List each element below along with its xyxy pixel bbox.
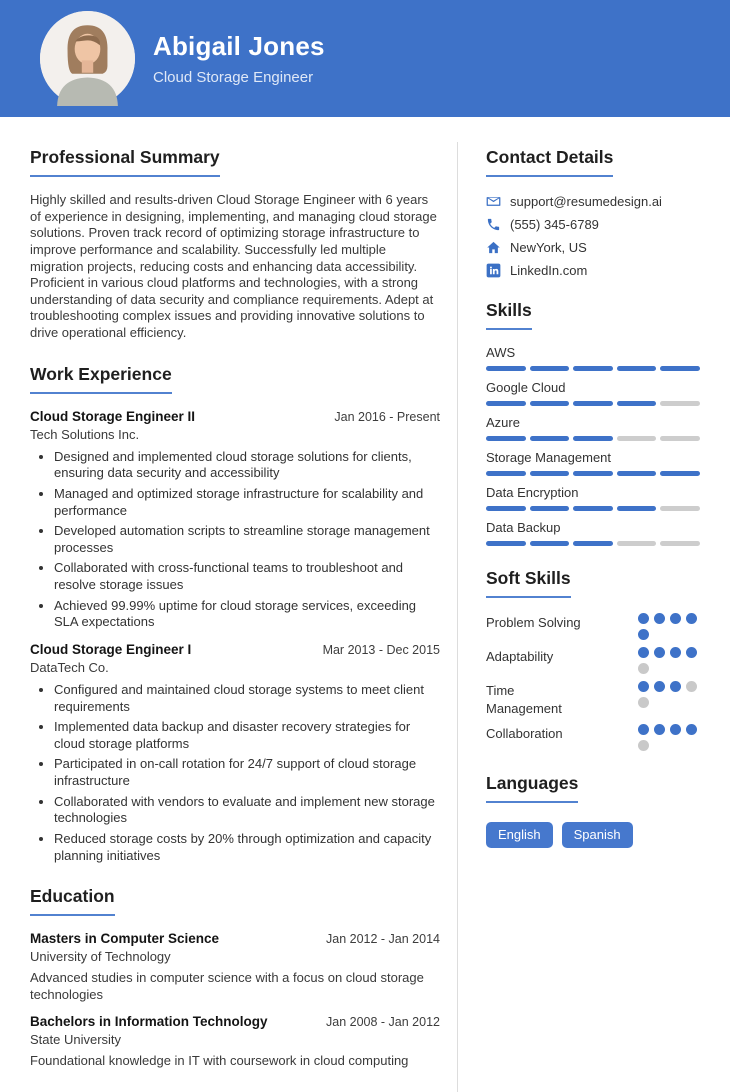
job-title-block <box>30 409 195 442</box>
skill-item <box>486 380 700 406</box>
skill-level-bar <box>486 506 700 511</box>
rating-segment-filled <box>530 471 570 476</box>
rating-segment-filled <box>573 506 613 511</box>
skill-name: Azure <box>486 415 520 430</box>
soft-skill-name: Problem Solving <box>486 615 581 630</box>
avatar <box>40 11 135 106</box>
rating-segment-filled <box>486 506 526 511</box>
rating-segment-filled <box>638 724 649 735</box>
rating-segment-filled <box>660 366 700 371</box>
rating-segment-filled <box>638 647 649 658</box>
skill-item <box>486 520 700 546</box>
bullet-point: • Collaborated with vendors to evaluate and implement new storage technologies <box>54 794 440 827</box>
bullet-point: • Reduced storage costs by 20% through optimization and capacity planning initiatives <box>54 831 440 864</box>
rating-segment-filled <box>617 471 657 476</box>
soft-skill-dot-rating <box>638 613 700 640</box>
rating-segment-filled <box>670 613 681 624</box>
rating-segment-filled <box>486 401 526 406</box>
main-column <box>0 147 457 1092</box>
skill-item <box>486 345 700 371</box>
email-icon <box>486 194 501 209</box>
rating-segment-filled <box>686 724 697 735</box>
rating-segment-filled <box>617 506 657 511</box>
summary-heading: Professional Summary <box>30 147 220 177</box>
skill-name: Storage Management <box>486 450 612 465</box>
soft-skill-dot-rating <box>638 724 700 751</box>
bullet-point: • Configured and maintained cloud storage systems to meet client requirements <box>54 682 440 715</box>
rating-segment-filled <box>654 724 665 735</box>
rating-segment-filled <box>617 401 657 406</box>
phone-icon <box>486 217 501 232</box>
skill-level-bar <box>486 401 700 406</box>
degree-title: Masters in Computer Science <box>30 931 220 947</box>
skill-item <box>486 415 700 441</box>
school-name: State University <box>30 1031 122 1047</box>
soft-skills-heading: Soft Skills <box>486 568 571 598</box>
skill-level-bar <box>486 541 700 546</box>
job-company: DataTech Co. <box>30 659 109 675</box>
rating-segment-filled <box>638 681 649 692</box>
contact-phone[interactable] <box>486 217 700 232</box>
education-entry <box>30 1014 440 1070</box>
languages-heading: Languages <box>486 773 578 803</box>
education-header <box>30 1014 440 1047</box>
job-bullet-list <box>30 682 440 864</box>
section-soft-skills <box>486 568 700 751</box>
job-title: Cloud Storage Engineer I <box>30 641 192 657</box>
bullet-point: • Developed automation scripts to streamline storage management processes <box>54 523 440 556</box>
rating-segment-empty <box>638 697 649 708</box>
contact-list <box>486 194 700 278</box>
rating-segment-filled <box>654 681 665 692</box>
section-work-experience <box>30 364 440 865</box>
contact-linkedin-text[interactable]: LinkedIn.com <box>510 263 588 278</box>
bullet-point: • Implemented data backup and disaster recovery strategies for cloud storage platforms <box>54 719 440 752</box>
skills-heading: Skills <box>486 300 532 330</box>
rating-segment-empty <box>638 740 649 751</box>
rating-segment-filled <box>486 366 526 371</box>
avatar-illustration <box>40 11 135 106</box>
section-skills <box>486 300 700 546</box>
education-description: Advanced studies in computer science with a focus on cloud storage technologies <box>30 970 424 1003</box>
skill-level-bar <box>486 436 700 441</box>
soft-skill-name: Time Management <box>486 683 562 716</box>
summary-text: Highly skilled and results-driven Cloud Storage Engineer with 6 years of experience in designing, implementing, and managing cloud storage solutions. Proven track record of optimizing storage infrastructure to improve performance and scalability. Successfully led multiple migration projects, reducing costs and enhancing data accessibility. Proficient in various cloud platforms and technologies, with a strong understanding of data security and compliance requirements. Adept at troubleshooting complex issues and providing innovative solutions to drive operational efficiency. <box>30 192 437 340</box>
job-title-block <box>30 642 191 675</box>
rating-segment-filled <box>670 647 681 658</box>
home-icon <box>486 240 501 255</box>
bullet-point: • Achieved 99.99% uptime for cloud storage services, exceeding SLA expectations <box>54 598 440 631</box>
education-title-block <box>30 1014 268 1047</box>
education-heading: Education <box>30 886 115 916</box>
rating-segment-filled <box>660 471 700 476</box>
linkedin-icon <box>486 263 501 278</box>
job-dates: Jan 2016 - Present <box>334 409 440 424</box>
soft-skill-name: Adaptability <box>486 649 554 664</box>
rating-segment-filled <box>486 436 526 441</box>
rating-segment-filled <box>670 724 681 735</box>
rating-segment-filled <box>686 647 697 658</box>
section-languages <box>486 773 700 848</box>
skill-name: Data Encryption <box>486 485 579 500</box>
school-name: University of Technology <box>30 949 171 965</box>
skill-item <box>486 450 700 476</box>
skill-item <box>486 485 700 511</box>
rating-segment-filled <box>638 629 649 640</box>
education-description: Foundational knowledge in IT with coursework in cloud computing <box>30 1052 409 1068</box>
education-title-block <box>30 931 219 964</box>
rating-segment-empty <box>660 506 700 511</box>
rating-segment-filled <box>573 401 613 406</box>
person-job-title: Cloud Storage Engineer <box>153 69 314 86</box>
rating-segment-filled <box>686 613 697 624</box>
soft-skill-dot-rating <box>638 681 700 717</box>
section-education <box>30 886 440 1070</box>
rating-segment-filled <box>617 366 657 371</box>
degree-title: Bachelors in Information Technology <box>30 1013 268 1029</box>
content <box>0 117 730 1092</box>
education-header <box>30 931 440 964</box>
section-professional-summary <box>30 147 440 342</box>
skill-name: AWS <box>486 345 516 360</box>
contact-location[interactable] <box>486 240 700 255</box>
language-list <box>486 822 700 848</box>
skill-name: Google Cloud <box>486 380 566 395</box>
rating-segment-empty <box>660 401 700 406</box>
rating-segment-filled <box>573 541 613 546</box>
soft-skill-item <box>486 681 700 717</box>
job-header <box>30 642 440 675</box>
bullet-point: • Collaborated with cross-functional teams to troubleshoot and resolve storage issues <box>54 560 440 593</box>
rating-segment-filled <box>530 401 570 406</box>
contact-phone-text[interactable]: (555) 345-6789 <box>510 217 599 232</box>
soft-skill-item <box>486 647 700 674</box>
rating-segment-filled <box>573 436 613 441</box>
job-title: Cloud Storage Engineer II <box>30 408 196 424</box>
bullet-point: • Participated in on-call rotation for 24/7 support of cloud storage infrastructure <box>54 756 440 789</box>
language-pill-english[interactable]: English <box>486 822 553 848</box>
job-bullet-list <box>30 449 440 631</box>
soft-skill-item <box>486 724 700 751</box>
person-name: Abigail Jones <box>153 31 325 61</box>
education-entry <box>30 931 440 1004</box>
rating-segment-filled <box>638 613 649 624</box>
soft-skill-name: Collaboration <box>486 726 563 742</box>
rating-segment-filled <box>486 541 526 546</box>
job-entry <box>30 642 440 864</box>
rating-segment-filled <box>530 541 570 546</box>
rating-segment-empty <box>617 436 657 441</box>
sidebar <box>458 147 730 1092</box>
rating-segment-empty <box>617 541 657 546</box>
contact-email-text[interactable]: support@resumedesign.ai <box>510 194 662 209</box>
rating-segment-filled <box>486 471 526 476</box>
header-text <box>153 31 325 86</box>
rating-segment-filled <box>573 471 613 476</box>
job-company: Tech Solutions Inc. <box>30 426 140 442</box>
rating-segment-filled <box>530 436 570 441</box>
rating-segment-empty <box>660 541 700 546</box>
rating-segment-empty <box>638 663 649 674</box>
skill-level-bar <box>486 471 700 476</box>
rating-segment-filled <box>530 506 570 511</box>
rating-segment-filled <box>530 366 570 371</box>
language-pill-spanish[interactable]: Spanish <box>562 822 633 848</box>
header <box>0 0 730 117</box>
job-dates: Mar 2013 - Dec 2015 <box>322 642 440 657</box>
rating-segment-filled <box>573 366 613 371</box>
contact-linkedin[interactable] <box>486 263 700 278</box>
soft-skill-item <box>486 613 700 640</box>
bullet-point: • Managed and optimized storage infrastructure for scalability and performance <box>54 486 440 519</box>
rating-segment-filled <box>654 613 665 624</box>
bullet-point: • Designed and implemented cloud storage solutions for clients, ensuring data security and accessibility <box>54 449 440 482</box>
contact-email[interactable] <box>486 194 700 209</box>
rating-segment-filled <box>670 681 681 692</box>
soft-skill-dot-rating <box>638 647 700 674</box>
section-contact-details <box>486 147 700 278</box>
skill-level-bar <box>486 366 700 371</box>
skill-name: Data Backup <box>486 520 561 535</box>
contact-heading: Contact Details <box>486 147 613 177</box>
rating-segment-empty <box>660 436 700 441</box>
job-header <box>30 409 440 442</box>
rating-segment-empty <box>686 681 697 692</box>
contact-location-text[interactable]: NewYork, US <box>510 240 587 255</box>
education-dates: Jan 2008 - Jan 2012 <box>326 1014 440 1029</box>
education-dates: Jan 2012 - Jan 2014 <box>326 932 440 947</box>
job-entry <box>30 409 440 631</box>
rating-segment-filled <box>654 647 665 658</box>
experience-heading: Work Experience <box>30 364 172 394</box>
